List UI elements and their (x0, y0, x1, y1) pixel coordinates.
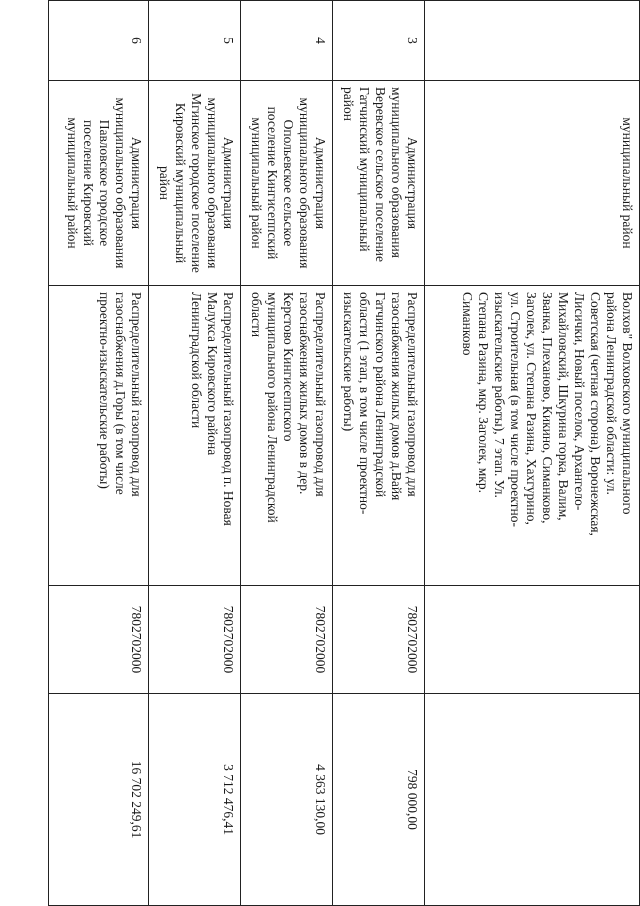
row-number (425, 1, 640, 81)
table-row (333, 1, 425, 906)
org-line: район (341, 87, 356, 121)
table-row (149, 1, 241, 906)
org-line: муниципального образования (389, 87, 404, 258)
desc-line: Распределительный газопровод для (129, 292, 144, 497)
table-row (425, 1, 640, 906)
desc-line: Михайловский, Шкурина горка, Валим, (556, 292, 571, 521)
description-cell (333, 286, 425, 586)
amount-cell (425, 694, 640, 906)
desc-line: Малукса Кировского района (205, 292, 220, 456)
amount-cell: 798 000,00 (333, 694, 425, 906)
desc-line: муниципального района Ленинградской (265, 292, 280, 523)
org-line: муниципальный район (249, 117, 264, 249)
organization-cell (333, 81, 425, 286)
org-line: Администрация (221, 136, 236, 230)
row-number: 4 (241, 1, 333, 81)
table-row (49, 1, 149, 906)
org-line: Веревское сельское поселение (373, 87, 388, 262)
org-line: Администрация (405, 136, 420, 230)
code-cell (425, 586, 640, 694)
main-table (48, 0, 640, 906)
organization-cell (241, 81, 333, 286)
org-line: Администрация (129, 136, 144, 230)
organization-cell (49, 81, 149, 286)
description-cell (49, 286, 149, 586)
desc-line: Советская (четная сторона), Воронежская, (588, 292, 603, 536)
description-cell (425, 286, 640, 586)
code-cell: 7802702000 (49, 586, 149, 694)
row-number: 6 (49, 1, 149, 81)
desc-line: Заголек, ул. Степана Разина, Хахгурино, (524, 292, 539, 525)
row-number: 3 (333, 1, 425, 81)
code-cell: 7802702000 (149, 586, 241, 694)
desc-line: газоснабжения жилых домов в дер. (297, 292, 312, 495)
desc-line: области (249, 292, 264, 338)
amount-cell: 3 712 476,41 (149, 694, 241, 906)
desc-line: Распределительный газопровод п. Новая (221, 292, 236, 526)
desc-line: изыскательские работы) (341, 292, 356, 432)
org-line: район (157, 166, 172, 200)
org-line: муниципального образования (113, 97, 128, 269)
desc-line: Ленинградской области (189, 292, 204, 429)
desc-line: Волхов" Волховского муниципального (620, 292, 635, 515)
org-line: муниципальный район (620, 117, 635, 249)
desc-line: газоснабжения жилых домов д.Вайя (389, 292, 404, 501)
row-number: 5 (149, 1, 241, 81)
code-cell: 7802702000 (241, 586, 333, 694)
organization-cell (149, 81, 241, 286)
org-line: Павловское городское (97, 119, 112, 247)
desc-line: Лисички, Новый поселок, Архангело- (572, 292, 587, 511)
description-cell (149, 286, 241, 586)
org-line: Администрация (313, 136, 328, 230)
org-line: Мгинское городское поселение (189, 93, 204, 273)
desc-line: Званка, Плеханово, Кикино, Симанково, (540, 292, 555, 524)
org-line: Опольевское сельское (281, 119, 296, 247)
org-line: муниципального образования (297, 97, 312, 269)
amount-cell: 4 363 130,00 (241, 694, 333, 906)
org-line: муниципальный район (65, 117, 80, 249)
table-row (241, 1, 333, 906)
desc-line: области (1 этап, в том числе проектно- (357, 292, 372, 515)
desc-line: изыскательские работы), 7 этап. Ул. (492, 292, 507, 498)
desc-line: Керстово Кингисеппского (281, 292, 296, 442)
desc-line: Гатчинского района Ленинградской (373, 292, 388, 498)
org-line: Кировский муниципальный (173, 102, 188, 264)
desc-line: района Ленинградской области: ул. (604, 292, 619, 495)
code-cell: 7802702000 (333, 586, 425, 694)
desc-line: Распределительный газопровод для (313, 292, 328, 497)
org-line: Гатчинский муниципальный (357, 87, 372, 252)
org-line: поселение Кировский (81, 119, 96, 247)
desc-line: ул. Строительная (в том числе проектно- (508, 292, 523, 527)
desc-line: газоснабжения д.Горы (в том числе (113, 292, 128, 495)
desc-line: проектно-изыскательские работы) (97, 292, 112, 489)
description-cell (241, 286, 333, 586)
organization-cell (425, 81, 640, 286)
org-line: поселение Кингисеппский (265, 106, 280, 260)
desc-line: Симанково (460, 292, 475, 356)
desc-line: Распределительный газопровод для (405, 292, 420, 497)
org-line: муниципального образования (205, 97, 220, 269)
desc-line: Степана Разина, мкр. Заголек, мкр. (476, 292, 491, 493)
amount-cell: 16 702 249,61 (49, 694, 149, 906)
